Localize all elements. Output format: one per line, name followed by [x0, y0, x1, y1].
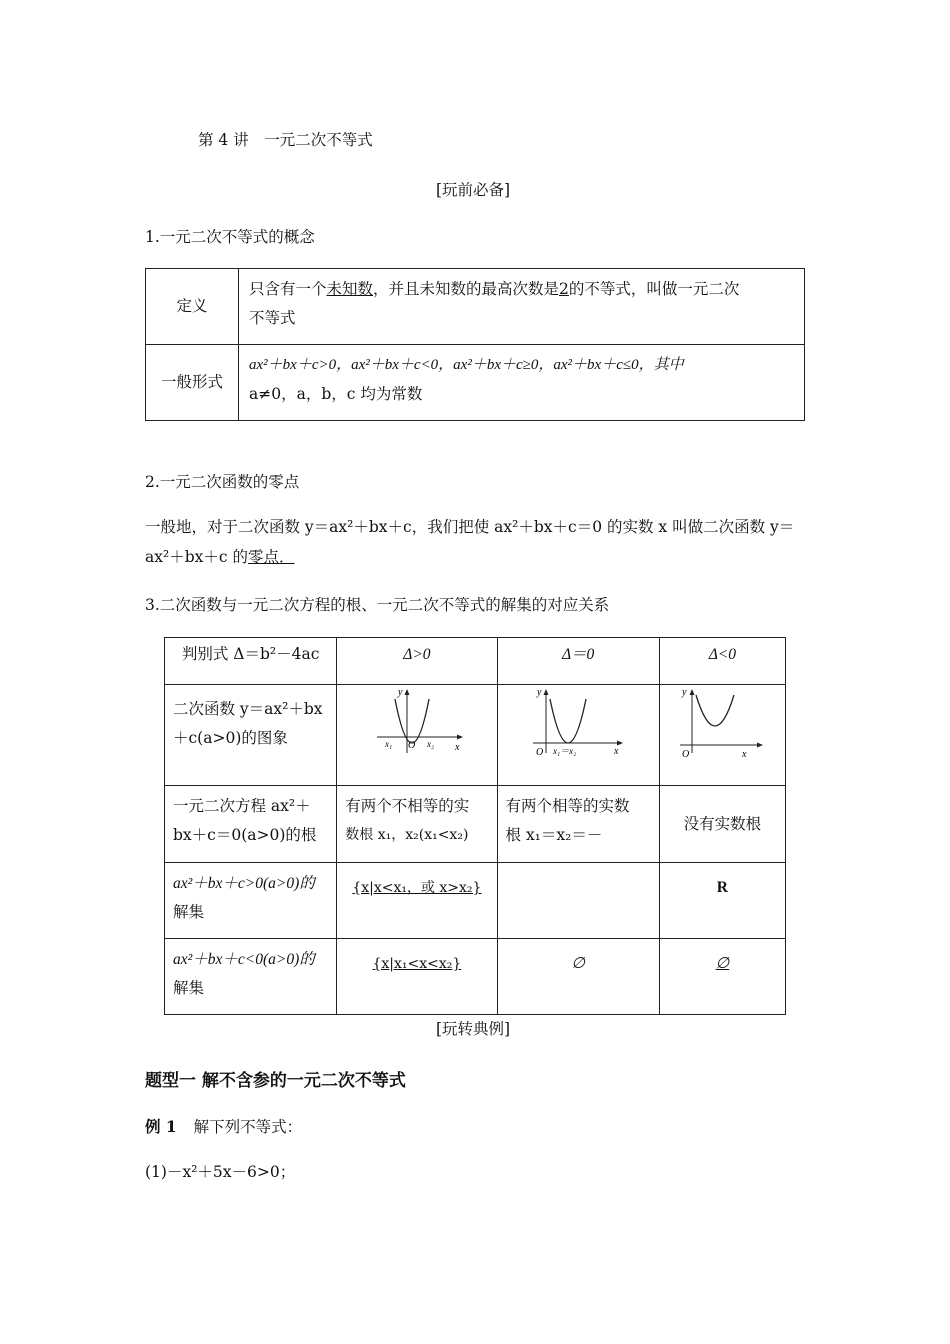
general-form-label: 一般形式 — [160, 373, 223, 391]
example-line — [145, 1115, 302, 1137]
lt-row-label-b: 解集 — [173, 979, 205, 997]
general-form-line2: a≠0，a，b，c 均为常数 — [249, 385, 423, 403]
gt-row-label-b: 解集 — [173, 903, 205, 921]
header-delta-zero — [497, 638, 659, 685]
header-delta-positive — [337, 638, 497, 685]
section2-blank-zero: 零点． — [247, 548, 295, 566]
section2-para-line1: 一般地，对于二次函数 y＝ax²＋bx＋c，我们把使 ax²＋bx＋c＝0 的实数 x 叫做二次函数 y＝ — [145, 518, 795, 536]
header-delta-zero-text: Δ＝0 — [561, 646, 595, 663]
y-arrow — [404, 689, 409, 695]
def-text-c: ，并且未知数的最高次数是 — [373, 280, 560, 298]
y-label: y — [682, 687, 687, 698]
example-label: 例 1 — [145, 1117, 177, 1136]
lecture-title: 第 4 讲 一元二次不等式 — [198, 131, 373, 149]
roots-two-a: 有两个不相等的实 — [345, 797, 470, 815]
def-blank-unknown: 未知数 — [326, 280, 374, 298]
def-text-a: 只含有一个 — [249, 280, 327, 298]
parabola-curve — [395, 699, 429, 743]
roots-row-label-a: 一元二次方程 ax²＋ — [173, 797, 311, 815]
def-text-f: 不等式 — [249, 309, 296, 327]
roots-none-text: 没有实数根 — [683, 814, 762, 833]
header-delta-negative-text: Δ<0 — [708, 646, 737, 663]
x1-label: x₁ — [384, 739, 393, 749]
header-delta-positive-text: Δ>0 — [403, 646, 431, 663]
general-form-cell — [239, 345, 805, 421]
gt-none-cell — [659, 863, 785, 939]
definition-cell — [239, 269, 805, 345]
y-label: y — [537, 687, 542, 698]
lt-row-label-a: ax²＋bx＋c<0(a>0)的 — [173, 951, 315, 968]
x-label: x — [614, 746, 619, 757]
x-label: x — [454, 742, 460, 753]
preface-label: [玩前必备] — [436, 181, 511, 199]
x1-eq-x2-label: x₁＝x₂ — [553, 746, 577, 756]
y-arrow — [690, 689, 695, 695]
parabola-one-root-graph — [528, 687, 628, 757]
example-item1: (1)－x²＋5x－6>0； — [145, 1163, 296, 1181]
x-arrow — [457, 735, 463, 740]
x-label: x — [742, 749, 747, 757]
lt-none-solution: ∅ — [715, 955, 730, 972]
lt-one-cell — [497, 939, 659, 1015]
graph-row-label — [165, 685, 337, 786]
section3-heading: 3.二次函数与一元二次方程的根、一元二次不等式的解集的对应关系 — [145, 596, 610, 614]
roots-one-b: 根 x₁＝x₂＝－ — [505, 826, 603, 844]
gt-row-label-a: ax²＋bx＋c>0(a>0)的 — [173, 875, 315, 892]
def-blank-degree: 2 — [559, 280, 569, 298]
y-arrow — [544, 689, 549, 695]
x2-label: x₂ — [426, 739, 435, 749]
origin-label: O — [536, 747, 544, 757]
type-heading: 题型一 解不含参的一元二次不等式 — [145, 1071, 406, 1091]
example-text: 解下列不等式： — [193, 1118, 303, 1136]
general-form-line1: ax²＋bx＋c>0，ax²＋bx＋c<0，ax²＋bx＋c≥0，ax²＋bx＋c≤0，其中 — [249, 357, 684, 373]
parabola-curve — [550, 699, 586, 743]
definition-label: 定义 — [176, 297, 208, 315]
roots-row-label-b: bx＋c＝0(a>0)的根 — [173, 826, 317, 844]
general-form-label-cell — [146, 345, 239, 421]
graph-row-label-a: 二次函数 y＝ax²＋bx — [173, 700, 323, 718]
roots-one-cell — [497, 786, 659, 863]
origin-label: O — [407, 740, 416, 751]
gt-two-solution: {x|x<x₁，或 x>x₂} — [352, 880, 482, 896]
roots-one-a: 有两个相等的实数 — [505, 797, 630, 815]
roots-none-cell — [659, 786, 785, 863]
section2-heading: 2.一元二次函数的零点 — [145, 473, 300, 491]
y-label: y — [397, 687, 403, 698]
header-discriminant — [165, 638, 337, 685]
roots-row-label — [165, 786, 337, 863]
roots-two-b: 数根 x₁，x₂(x₁<x₂) — [345, 827, 469, 843]
lt-two-solution: {x|x₁<x<x₂} — [372, 956, 462, 972]
lt-row-label — [165, 939, 337, 1015]
concept-table — [145, 268, 805, 421]
x-arrow — [757, 743, 763, 748]
graph-cell-no-root — [659, 685, 785, 786]
lt-none-cell — [659, 939, 785, 1015]
relation-table — [164, 637, 786, 1015]
origin-label: O — [682, 749, 690, 757]
x-arrow — [617, 741, 623, 746]
parabola-curve — [696, 695, 734, 726]
lt-one-solution: ∅ — [571, 955, 585, 972]
section2-para-line2a: ax²＋bx＋c 的 — [145, 548, 248, 566]
section1-heading: 1.一元二次不等式的概念 — [145, 228, 315, 246]
graph-cell-one-root — [497, 685, 659, 786]
definition-label-cell — [146, 269, 239, 345]
parabola-no-root-graph — [672, 687, 772, 757]
header-discriminant-text: 判别式 Δ＝b²－4ac — [181, 645, 320, 663]
graph-row-label-b: ＋c(a>0)的图象 — [173, 729, 288, 747]
gt-one-cell — [497, 863, 659, 939]
def-text-e: 的不等式，叫做一元二次 — [568, 280, 740, 298]
gt-none-solution: R — [716, 879, 728, 896]
parabola-two-roots-graph — [367, 687, 467, 757]
header-delta-negative — [659, 638, 785, 685]
gt-two-cell — [337, 863, 497, 939]
graph-cell-two-roots — [337, 685, 497, 786]
examples-label: [玩转典例] — [436, 1020, 511, 1038]
lt-two-cell — [337, 939, 497, 1015]
section2-para-line2 — [145, 545, 294, 567]
roots-two-cell — [337, 786, 497, 863]
gt-row-label — [165, 863, 337, 939]
